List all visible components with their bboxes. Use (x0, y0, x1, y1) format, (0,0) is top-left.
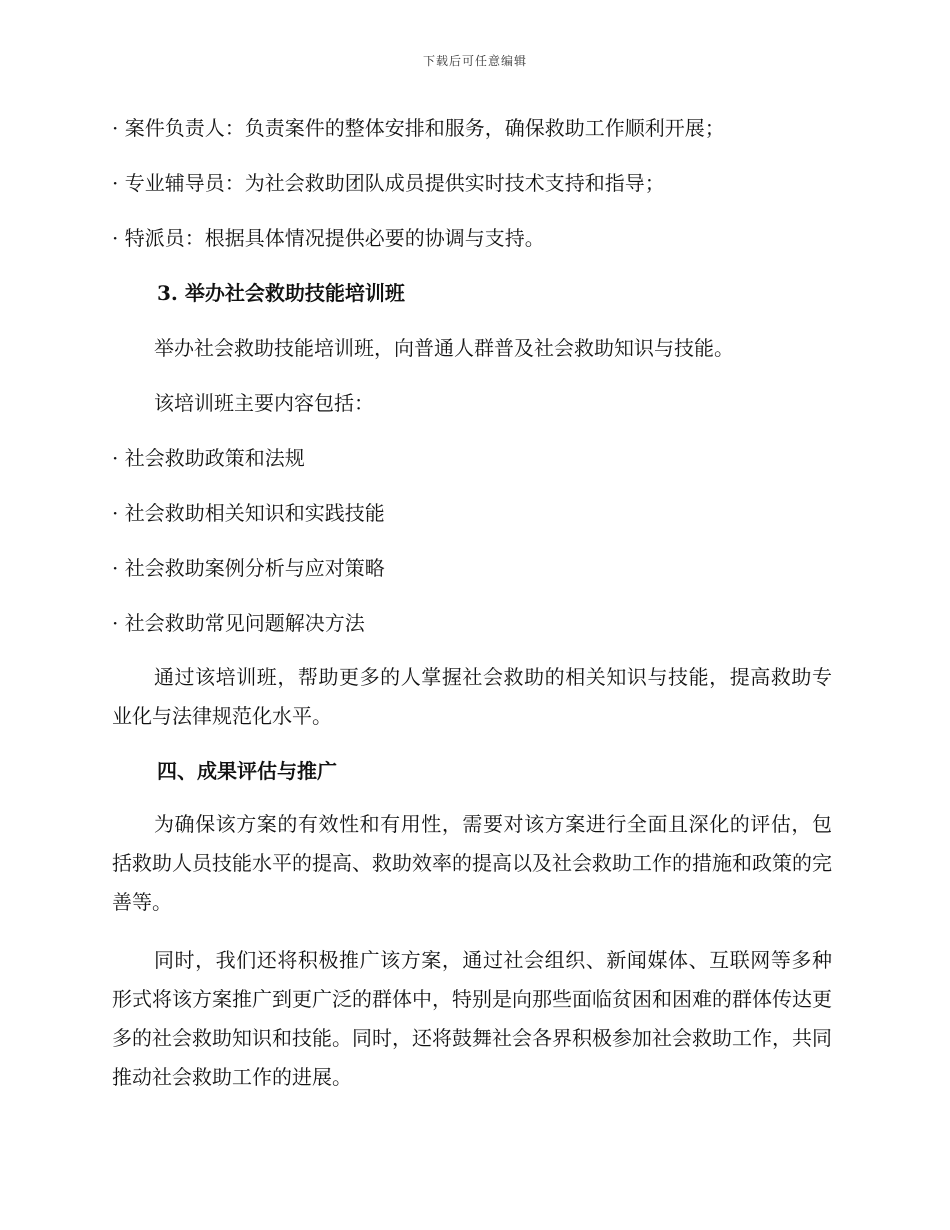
section-3-heading: 3. 举办社会救助技能培训班 (157, 281, 405, 305)
role-bullet-case-lead: · 案件负责人：负责案件的整体安排和服务，确保救助工作顺利开展； (112, 116, 725, 140)
section-3-intro: 举办社会救助技能培训班，向普通人群普及社会救助知识与技能。 (154, 336, 734, 360)
page-header: 下载后可任意编辑 (422, 54, 527, 68)
document-body (112, 110, 832, 1097)
section-3-conclusion: 通过该培训班，帮助更多的人掌握社会救助的相关知识与技能，提高救助专业化与法律规范化水平。 (112, 665, 832, 728)
training-item-problems: · 社会救助常见问题解决方法 (112, 611, 365, 635)
training-item-cases: · 社会救助案例分析与应对策略 (112, 556, 385, 580)
section-4-evaluation-paragraph: 为确保该方案的有效性和有用性，需要对该方案进行全面且深化的评估，包括救助人员技能水平的提高、救助效率的提高以及社会救助工作的措施和政策的完善等。 (112, 812, 832, 914)
section-4-promotion-paragraph: 同时，我们还将积极推广该方案，通过社会组织、新闻媒体、互联网等多种形式将该方案推广到更广泛的群体中，特别是向那些面临贫困和困难的群体传达更多的社会救助知识和技能。同时，还将鼓舞社会各界积极参加社会救助工作，共同推动社会救助工作的进展。 (112, 948, 832, 1089)
training-item-policy: · 社会救助政策和法规 (112, 446, 305, 470)
section-4-heading: 四、成果评估与推广 (157, 759, 337, 783)
role-bullet-counselor: · 专业辅导员：为社会救助团队成员提供实时技术支持和指导； (112, 171, 665, 195)
training-item-knowledge: · 社会救助相关知识和实践技能 (112, 501, 385, 525)
role-bullet-envoy: · 特派员：根据具体情况提供必要的协调与支持。 (112, 226, 545, 250)
section-3-lead: 该培训班主要内容包括： (154, 391, 374, 415)
